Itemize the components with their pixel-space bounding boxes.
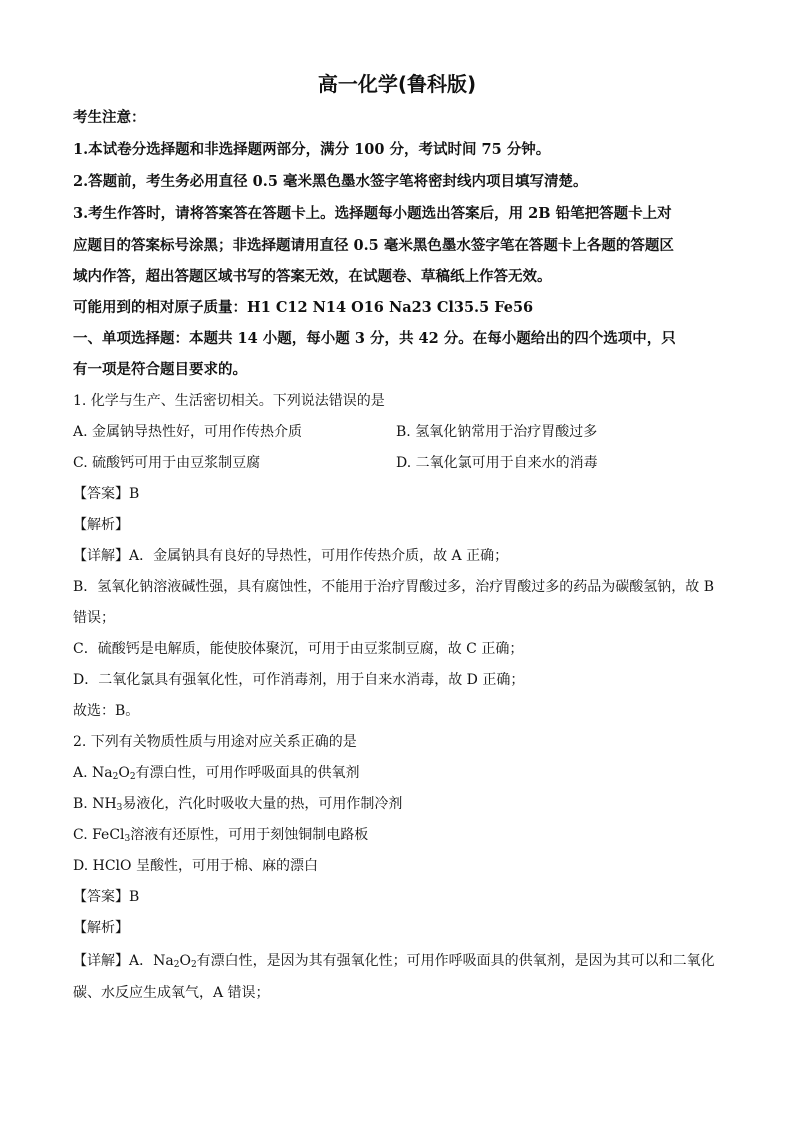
section-heading: 一、单项选择题：本题共 14 小题，每小题 3 分，共 42 分。在每小题给出的四个选项中，只 (73, 330, 676, 347)
q1-detail-line: C．硫酸钙是电解质，能使胶体聚沉，可用于由豆浆制豆腐，故 C 正确； (73, 641, 524, 657)
q1-option-a: A. 金属钠导热性好，可用作传热介质 (73, 424, 303, 440)
q2-analysis-label: 【解析】 (73, 920, 129, 936)
q1-conclusion: 故选：B。 (73, 703, 140, 719)
q1-analysis-label: 【解析】 (73, 517, 129, 533)
q2-option-b: B. $NH_3$易液化，汽化时吸收大量的热，可用作制冷剂 (73, 796, 403, 813)
notice-item-3-cont2: 域内作答，超出答题区域书写的答案无效，在试题卷、草稿纸上作答无效。 (73, 268, 552, 285)
notice-item-3: 3.考生作答时，请将答案答在答题卡上。选择题每小题选出答案后，用 2B 铅笔把答题卡上对 (73, 205, 672, 222)
q1-stem: 1. 化学与生产、生活密切相关。下列说法错误的是 (73, 393, 385, 409)
q2-option-c: C. FeCl$_3$溶液有还原性，可用于刻蚀铜制电路板 (73, 827, 369, 844)
q1-detail-line: 错误； (73, 610, 115, 626)
q1-detail-line: B．氢氧化钠溶液碱性强，具有腐蚀性，不能用于治疗胃酸过多，治疗胃酸过多的药品为碳酸氢钠，故 B (73, 579, 715, 595)
q1-detail-line: 【详解】A．金属钠具有良好的导热性，可用作传热介质，故 A 正确； (73, 548, 509, 564)
q1-option-b: B. 氢氧化钠常用于治疗胃酸过多 (396, 424, 598, 440)
section-heading-cont: 有一项是符合题目要求的。 (73, 361, 247, 378)
q1-option-d: D. 二氧化氯可用于自来水的消毒 (396, 455, 598, 471)
notice-heading: 考生注意： (73, 109, 146, 126)
q2-detail-line: 碳、水反应生成氧气，A 错误； (73, 985, 270, 1001)
atomic-mass-note: 可能用到的相对原子质量：H1 C12 N14 O16 Na23 Cl35.5 Fe56 (73, 299, 534, 316)
notice-item-1: 1.本试卷分选择题和非选择题两部分，满分 100 分，考试时间 75 分钟。 (73, 141, 551, 158)
q2-option-d: D. HClO 呈酸性，可用于棉、麻的漂白 (73, 858, 318, 874)
q2-stem: 2. 下列有关物质性质与用途对应关系正确的是 (73, 734, 357, 750)
q2-answer: 【答案】B (73, 889, 140, 905)
q2-option-a: A. $Na_2O_2$有漂白性，可用作呼吸面具的供氧剂 (73, 765, 360, 782)
q1-detail-line: D．二氧化氯具有强氧化性，可作消毒剂，用于自来水消毒，故 D 正确； (73, 672, 525, 688)
q2-detail-line: 【详解】A．$Na_2O_2$有漂白性，是因为其有强氧化性；可用作呼吸面具的供氧剂，是因为其可以和二氧化 (73, 953, 715, 970)
page-title: 高一化学(鲁科版) (317, 72, 477, 96)
notice-item-3-cont: 应题目的答案标号涂黑；非选择题请用直径 0.5 毫米黑色墨水签字笔在答题卡上各题的答题区 (73, 237, 674, 254)
notice-item-2: 2.答题前，考生务必用直径 0.5 毫米黑色墨水签字笔将密封线内项目填写清楚。 (73, 173, 588, 190)
q1-answer: 【答案】B (73, 486, 140, 502)
q1-option-c: C. 硫酸钙可用于由豆浆制豆腐 (73, 455, 261, 471)
